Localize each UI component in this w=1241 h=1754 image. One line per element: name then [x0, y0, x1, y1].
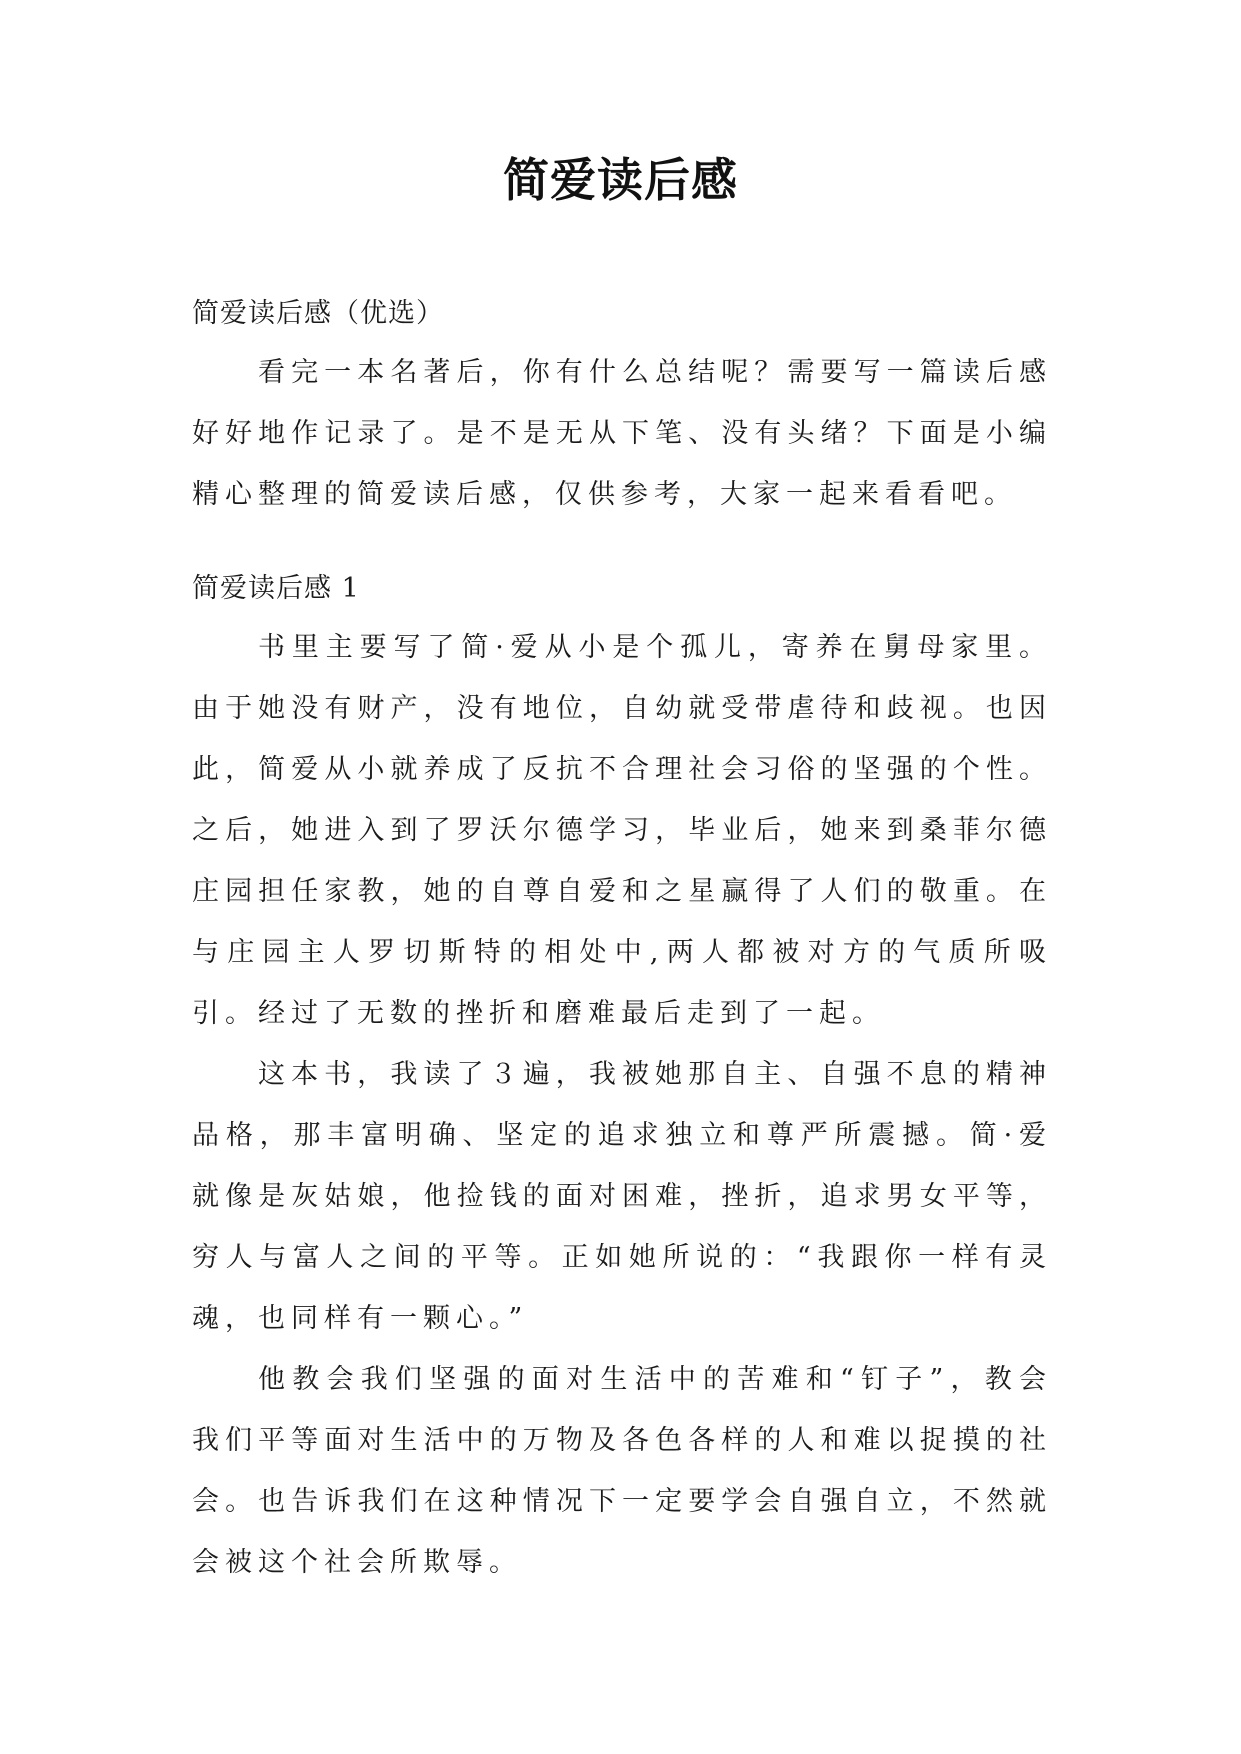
intro-paragraph: 看完一本名著后，你有什么总结呢？需要写一篇读后感好好地作记录了。是不是无从下笔、没有头绪？下面是小编精心整理的简爱读后感，仅供参考，大家一起来看看吧。 — [192, 357, 1052, 510]
document-body — [192, 286, 1052, 1593]
section-heading: 简爱读后感 1 — [192, 573, 360, 604]
body-paragraph: 这本书，我读了３遍，我被她那自主、自强不息的精神品格，那丰富明确、坚定的追求独立和尊严所震撼。简·爱就像是灰姑娘，他捡钱的面对困难，挫折，追求男女平等，穷人与富人之间的平等。正如她所说的：“我跟你一样有灵魂，也同样有一颗心。” — [192, 1059, 1052, 1334]
body-paragraph: 书里主要写了简·爱从小是个孤儿，寄养在舅母家里。由于她没有财产，没有地位，自幼就受带虐待和歧视。也因此，简爱从小就养成了反抗不合理社会习俗的坚强的个性。之后，她进入到了罗沃尔德学习，毕业后，她来到桑菲尔德庄园担任家教，她的自尊自爱和之星赢得了人们的敬重。在与庄园主人罗切斯特的相处中,两人都被对方的气质所吸引。经过了无数的挫折和磨难最后走到了一起。 — [192, 632, 1052, 1029]
body-paragraph: 他教会我们坚强的面对生活中的苦难和“钉子”，教会我们平等面对生活中的万物及各色各样的人和难以捉摸的社会。也告诉我们在这种情况下一定要学会自强自立，不然就会被这个社会所欺辱。 — [192, 1364, 1052, 1578]
subtitle: 简爱读后感（优选） — [192, 298, 444, 329]
section-spacer — [192, 525, 1052, 561]
page-title: 简爱读后感 — [503, 153, 738, 207]
